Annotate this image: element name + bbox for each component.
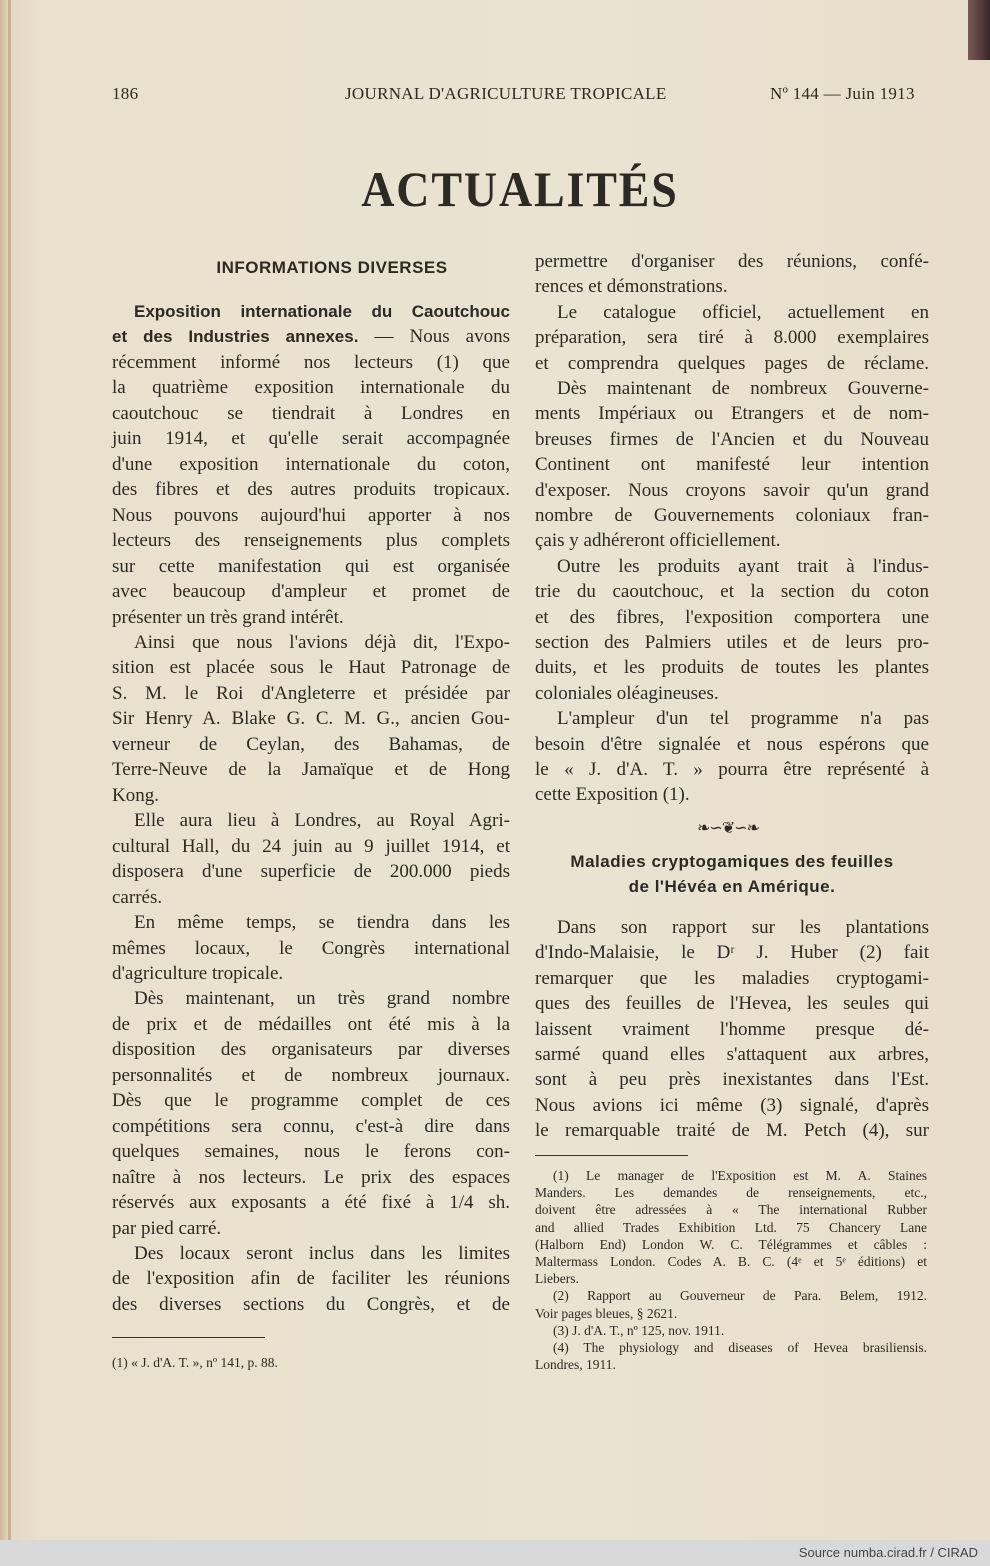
line-text: Terre-Neuve de la Jamaïque et de Hong bbox=[112, 759, 510, 781]
line-text: quelques semaines, nous le ferons con- bbox=[112, 1141, 510, 1163]
text-line bbox=[535, 757, 929, 782]
line-text: Dès maintenant, un très grand nombre bbox=[134, 988, 510, 1010]
text-line bbox=[535, 966, 929, 991]
line-text: d'exposer. Nous croyons savoir qu'un grand bbox=[535, 479, 929, 501]
line-text: En même temps, se tiendra dans les bbox=[134, 912, 510, 934]
book-binding bbox=[968, 0, 990, 60]
text-line bbox=[112, 1165, 510, 1190]
line-text: sont à peu près inexistantes dans l'Est. bbox=[535, 1069, 929, 1091]
text-line bbox=[112, 732, 510, 757]
line-text: Nous avions ici même (3) signalé, d'après bbox=[535, 1094, 929, 1116]
line-text: par pied carré. bbox=[112, 1217, 222, 1239]
line-text: présenter un très grand intérêt. bbox=[112, 606, 344, 628]
text-line bbox=[535, 351, 929, 376]
text-line bbox=[535, 452, 929, 477]
line-text: — Nous avons bbox=[358, 326, 510, 348]
line-text: des fibres et des autres produits tropicaux. bbox=[112, 479, 510, 501]
issue-info: Nº 144 — Juin 1913 bbox=[770, 84, 915, 103]
source-credit: Source numba.cirad.fr / CIRAD bbox=[798, 1545, 978, 1560]
line-text: Sir Henry A. Blake G. C. M. G., ancien Gou- bbox=[112, 708, 510, 730]
line-text: besoin d'être signalée et nous espérons que bbox=[535, 733, 929, 755]
line-text: Kong. bbox=[112, 784, 159, 806]
line-text: d'Indo-Malaisie, le Dʳ J. Huber (2) fait bbox=[535, 942, 929, 964]
section-heading: INFORMATIONS DIVERSES bbox=[216, 258, 448, 277]
text-line bbox=[112, 1266, 510, 1291]
text-line bbox=[112, 299, 510, 324]
text-line bbox=[112, 1063, 510, 1088]
text-line bbox=[112, 1114, 510, 1139]
line-text: ments Impériaux ou Etrangers et de nom- bbox=[535, 403, 929, 425]
line-text: des diverses sections du Congrès, et de bbox=[112, 1293, 510, 1315]
text-line bbox=[112, 1012, 510, 1037]
ornament-divider: ❧∽❦∽❧ bbox=[697, 820, 760, 837]
page-number: 186 bbox=[112, 84, 139, 103]
footnote-line: Maltermass London. Codes A. B. C. (4ᵉ et 5ᵉ éditions) et bbox=[535, 1254, 927, 1269]
line-text: lecteurs des renseignements plus complets bbox=[112, 530, 510, 552]
footnote-rule bbox=[112, 1337, 265, 1338]
text-line bbox=[112, 630, 510, 655]
text-line bbox=[535, 427, 929, 452]
text-line bbox=[112, 324, 510, 349]
footnote-line: Manders. Les demandes de renseignements, etc., bbox=[535, 1185, 927, 1201]
text-line bbox=[535, 605, 929, 630]
text-line bbox=[112, 554, 510, 579]
text-line bbox=[535, 1067, 929, 1092]
line-text: récemment informé nos lecteurs (1) que bbox=[112, 351, 510, 373]
line-text: carrés. bbox=[112, 886, 163, 908]
text-line bbox=[112, 1088, 510, 1113]
line-text: Des locaux seront inclus dans les limites bbox=[134, 1243, 510, 1265]
text-line bbox=[535, 579, 929, 604]
line-text: breuses firmes de l'Ancien et du Nouveau bbox=[535, 428, 929, 450]
page-edge bbox=[8, 0, 11, 1540]
line-text: duits, et les produits de toutes les plantes bbox=[535, 657, 929, 679]
text-line bbox=[112, 401, 510, 426]
line-text: ques des feuilles de l'Hevea, les seules qui bbox=[535, 993, 929, 1015]
text-line bbox=[535, 681, 929, 706]
text-line bbox=[112, 783, 510, 808]
line-text: trie du caoutchouc, et la section du coton bbox=[535, 581, 929, 603]
line-text: mêmes locaux, le Congrès international bbox=[112, 937, 510, 959]
line-text: remarquer que les maladies cryptogami- bbox=[535, 967, 929, 989]
footnote-line: (3) J. d'A. T., nº 125, nov. 1911. bbox=[553, 1322, 725, 1338]
text-line bbox=[535, 915, 929, 940]
line-text: verneur de Ceylan, des Bahamas, de bbox=[112, 733, 510, 755]
line-text: Le catalogue officiel, actuellement en bbox=[557, 301, 929, 323]
text-line bbox=[535, 478, 929, 503]
bold-lead: et des Industries annexes. bbox=[112, 327, 359, 347]
line-text: d'agriculture tropicale. bbox=[112, 962, 284, 984]
line-text: çais y adhéreront officiellement. bbox=[535, 530, 781, 552]
footnote-line: and allied Trades Exhibition Ltd. 75 Chancery Lane bbox=[535, 1219, 927, 1235]
line-text: L'ampleur d'un tel programme n'a pas bbox=[557, 708, 929, 730]
text-line bbox=[535, 1118, 929, 1143]
footnote-line: (2) Rapport au Gouverneur de Para. Belem, 1912. bbox=[553, 1288, 927, 1304]
footnote-line: (1) Le manager de l'Exposition est M. A. Staines bbox=[553, 1168, 927, 1183]
text-line bbox=[112, 986, 510, 1011]
line-text: rences et démonstrations. bbox=[535, 276, 728, 298]
line-text: sition est placée sous le Haut Patronage de bbox=[112, 657, 510, 679]
line-text: Dès maintenant de nombreux Gouverne- bbox=[557, 378, 929, 399]
line-text: et comprendra quelques pages de réclame. bbox=[535, 352, 929, 374]
line-text: naître à nos lecteurs. Le prix des espaces bbox=[112, 1166, 510, 1188]
text-line bbox=[535, 249, 929, 274]
text-line bbox=[535, 1042, 929, 1067]
text-line bbox=[535, 940, 929, 965]
footnote-line: (4) The physiology and diseases of Hevea brasiliensis. bbox=[553, 1340, 927, 1355]
footnote-line: doivent être adressées à « The international Rubber bbox=[535, 1202, 927, 1218]
text-line bbox=[112, 655, 510, 680]
text-line bbox=[112, 1292, 510, 1317]
text-line bbox=[535, 554, 929, 579]
text-line bbox=[112, 350, 510, 375]
text-line bbox=[112, 1190, 510, 1215]
text-line bbox=[535, 991, 929, 1016]
line-text: sarmé quand elles s'attaquent aux arbres, bbox=[535, 1044, 929, 1065]
line-text: disposition des organisateurs par diverses bbox=[112, 1039, 510, 1061]
footnote-line: Londres, 1911. bbox=[535, 1357, 616, 1373]
line-text: cultural Hall, du 24 juin au 9 juillet 1914, et bbox=[112, 835, 510, 857]
line-text: S. M. le Roi d'Angleterre et présidée par bbox=[112, 682, 510, 704]
text-line bbox=[112, 808, 510, 833]
text-line bbox=[112, 681, 510, 706]
line-text: Ainsi que nous l'avions déjà dit, l'Expo- bbox=[134, 631, 510, 653]
line-text: de l'exposition afin de faciliter les réunions bbox=[112, 1268, 510, 1290]
text-line bbox=[535, 401, 929, 426]
line-text: juin 1914, et qu'elle serait accompagnée bbox=[112, 428, 510, 450]
footnote-line: (Halborn End) London W. C. Télégrammes et câbles : bbox=[535, 1236, 927, 1252]
line-text: section des Palmiers utiles et de leurs pro- bbox=[535, 632, 929, 653]
text-line bbox=[112, 910, 510, 935]
line-text: Nous pouvons aujourd'hui apporter à nos bbox=[112, 504, 510, 526]
text-line bbox=[112, 885, 510, 910]
line-text: d'une exposition internationale du coton, bbox=[112, 453, 510, 475]
line-text: Continent ont manifesté leur intention bbox=[535, 454, 929, 476]
text-line bbox=[112, 605, 510, 630]
article-heading-line1: Maladies cryptogamiques des feuilles bbox=[570, 852, 894, 871]
text-line bbox=[112, 477, 510, 502]
line-text: de prix et de médailles ont été mis à la bbox=[112, 1013, 510, 1035]
line-text: disposera d'une superficie de 200.000 pieds bbox=[112, 861, 510, 883]
line-text: Dès que le programme complet de ces bbox=[112, 1090, 510, 1112]
text-line bbox=[535, 1017, 929, 1042]
footnote: (1) « J. d'A. T. », nº 141, p. 88. bbox=[112, 1355, 278, 1370]
line-text: préparation, sera tiré à 8.000 exemplaires bbox=[535, 327, 929, 349]
running-title: JOURNAL D'AGRICULTURE TROPICALE bbox=[345, 84, 667, 103]
text-line bbox=[535, 655, 929, 680]
line-text: Elle aura lieu à Londres, au Royal Agri- bbox=[134, 810, 510, 832]
text-line bbox=[535, 528, 929, 553]
text-line bbox=[112, 503, 510, 528]
text-line bbox=[535, 732, 929, 757]
line-text: Outre les produits ayant trait à l'indus- bbox=[557, 555, 929, 577]
text-line bbox=[112, 936, 510, 961]
line-text: personnalités et de nombreux journaux. bbox=[112, 1064, 510, 1086]
line-text: le « J. d'A. T. » pourra être représenté à bbox=[535, 759, 929, 780]
line-text: compétitions sera connu, c'est-à dire dans bbox=[112, 1115, 510, 1137]
text-line bbox=[535, 300, 929, 325]
text-line bbox=[112, 1139, 510, 1164]
text-line bbox=[112, 961, 510, 986]
text-line bbox=[112, 1037, 510, 1062]
text-line bbox=[535, 376, 929, 401]
line-text: la quatrième exposition internationale du bbox=[112, 377, 510, 399]
text-line bbox=[535, 630, 929, 655]
line-text: et des fibres, l'exposition comportera une bbox=[535, 606, 929, 628]
page-title: ACTUALITÉS bbox=[361, 161, 679, 217]
line-text: nombre de Gouvernements coloniaux fran- bbox=[535, 505, 929, 526]
text-line bbox=[112, 579, 510, 604]
text-line bbox=[535, 503, 929, 528]
text-line bbox=[112, 859, 510, 884]
text-line bbox=[112, 1216, 510, 1241]
bold-lead: Exposition internationale du Caoutchouc bbox=[134, 302, 510, 321]
line-text: cette Exposition (1). bbox=[535, 784, 690, 806]
line-text: coloniales oléagineuses. bbox=[535, 682, 719, 704]
footnote-line: Voir pages bleues, § 2621. bbox=[535, 1305, 678, 1321]
text-line bbox=[112, 757, 510, 782]
text-line bbox=[112, 1241, 510, 1266]
text-line bbox=[535, 782, 929, 807]
line-text: laissent vraiment l'homme presque dé- bbox=[535, 1018, 929, 1040]
text-line bbox=[112, 426, 510, 451]
line-text: avec beaucoup d'ampleur et promet de bbox=[112, 581, 510, 603]
text-line bbox=[112, 452, 510, 477]
line-text: réservés aux exposants a été fixé à 1/4 sh. bbox=[112, 1192, 510, 1214]
line-text: le remarquable traité de M. Petch (4), sur bbox=[535, 1120, 929, 1142]
text-line bbox=[535, 274, 929, 299]
text-line bbox=[535, 706, 929, 731]
line-text: permettre d'organiser des réunions, confé- bbox=[535, 251, 929, 272]
text-line bbox=[112, 528, 510, 553]
footnote-line: Liebers. bbox=[535, 1271, 579, 1287]
text-line bbox=[112, 706, 510, 731]
footnote-rule bbox=[535, 1155, 688, 1156]
line-text: sur cette manifestation qui est organisée bbox=[112, 555, 510, 577]
text-line bbox=[112, 834, 510, 859]
text-line bbox=[535, 325, 929, 350]
text-line bbox=[535, 1093, 929, 1118]
text-line bbox=[112, 375, 510, 400]
article-heading-line2: de l'Hévéa en Amérique. bbox=[628, 877, 836, 896]
line-text: Dans son rapport sur les plantations bbox=[557, 917, 929, 938]
line-text: caoutchouc se tiendrait à Londres en bbox=[112, 402, 510, 424]
